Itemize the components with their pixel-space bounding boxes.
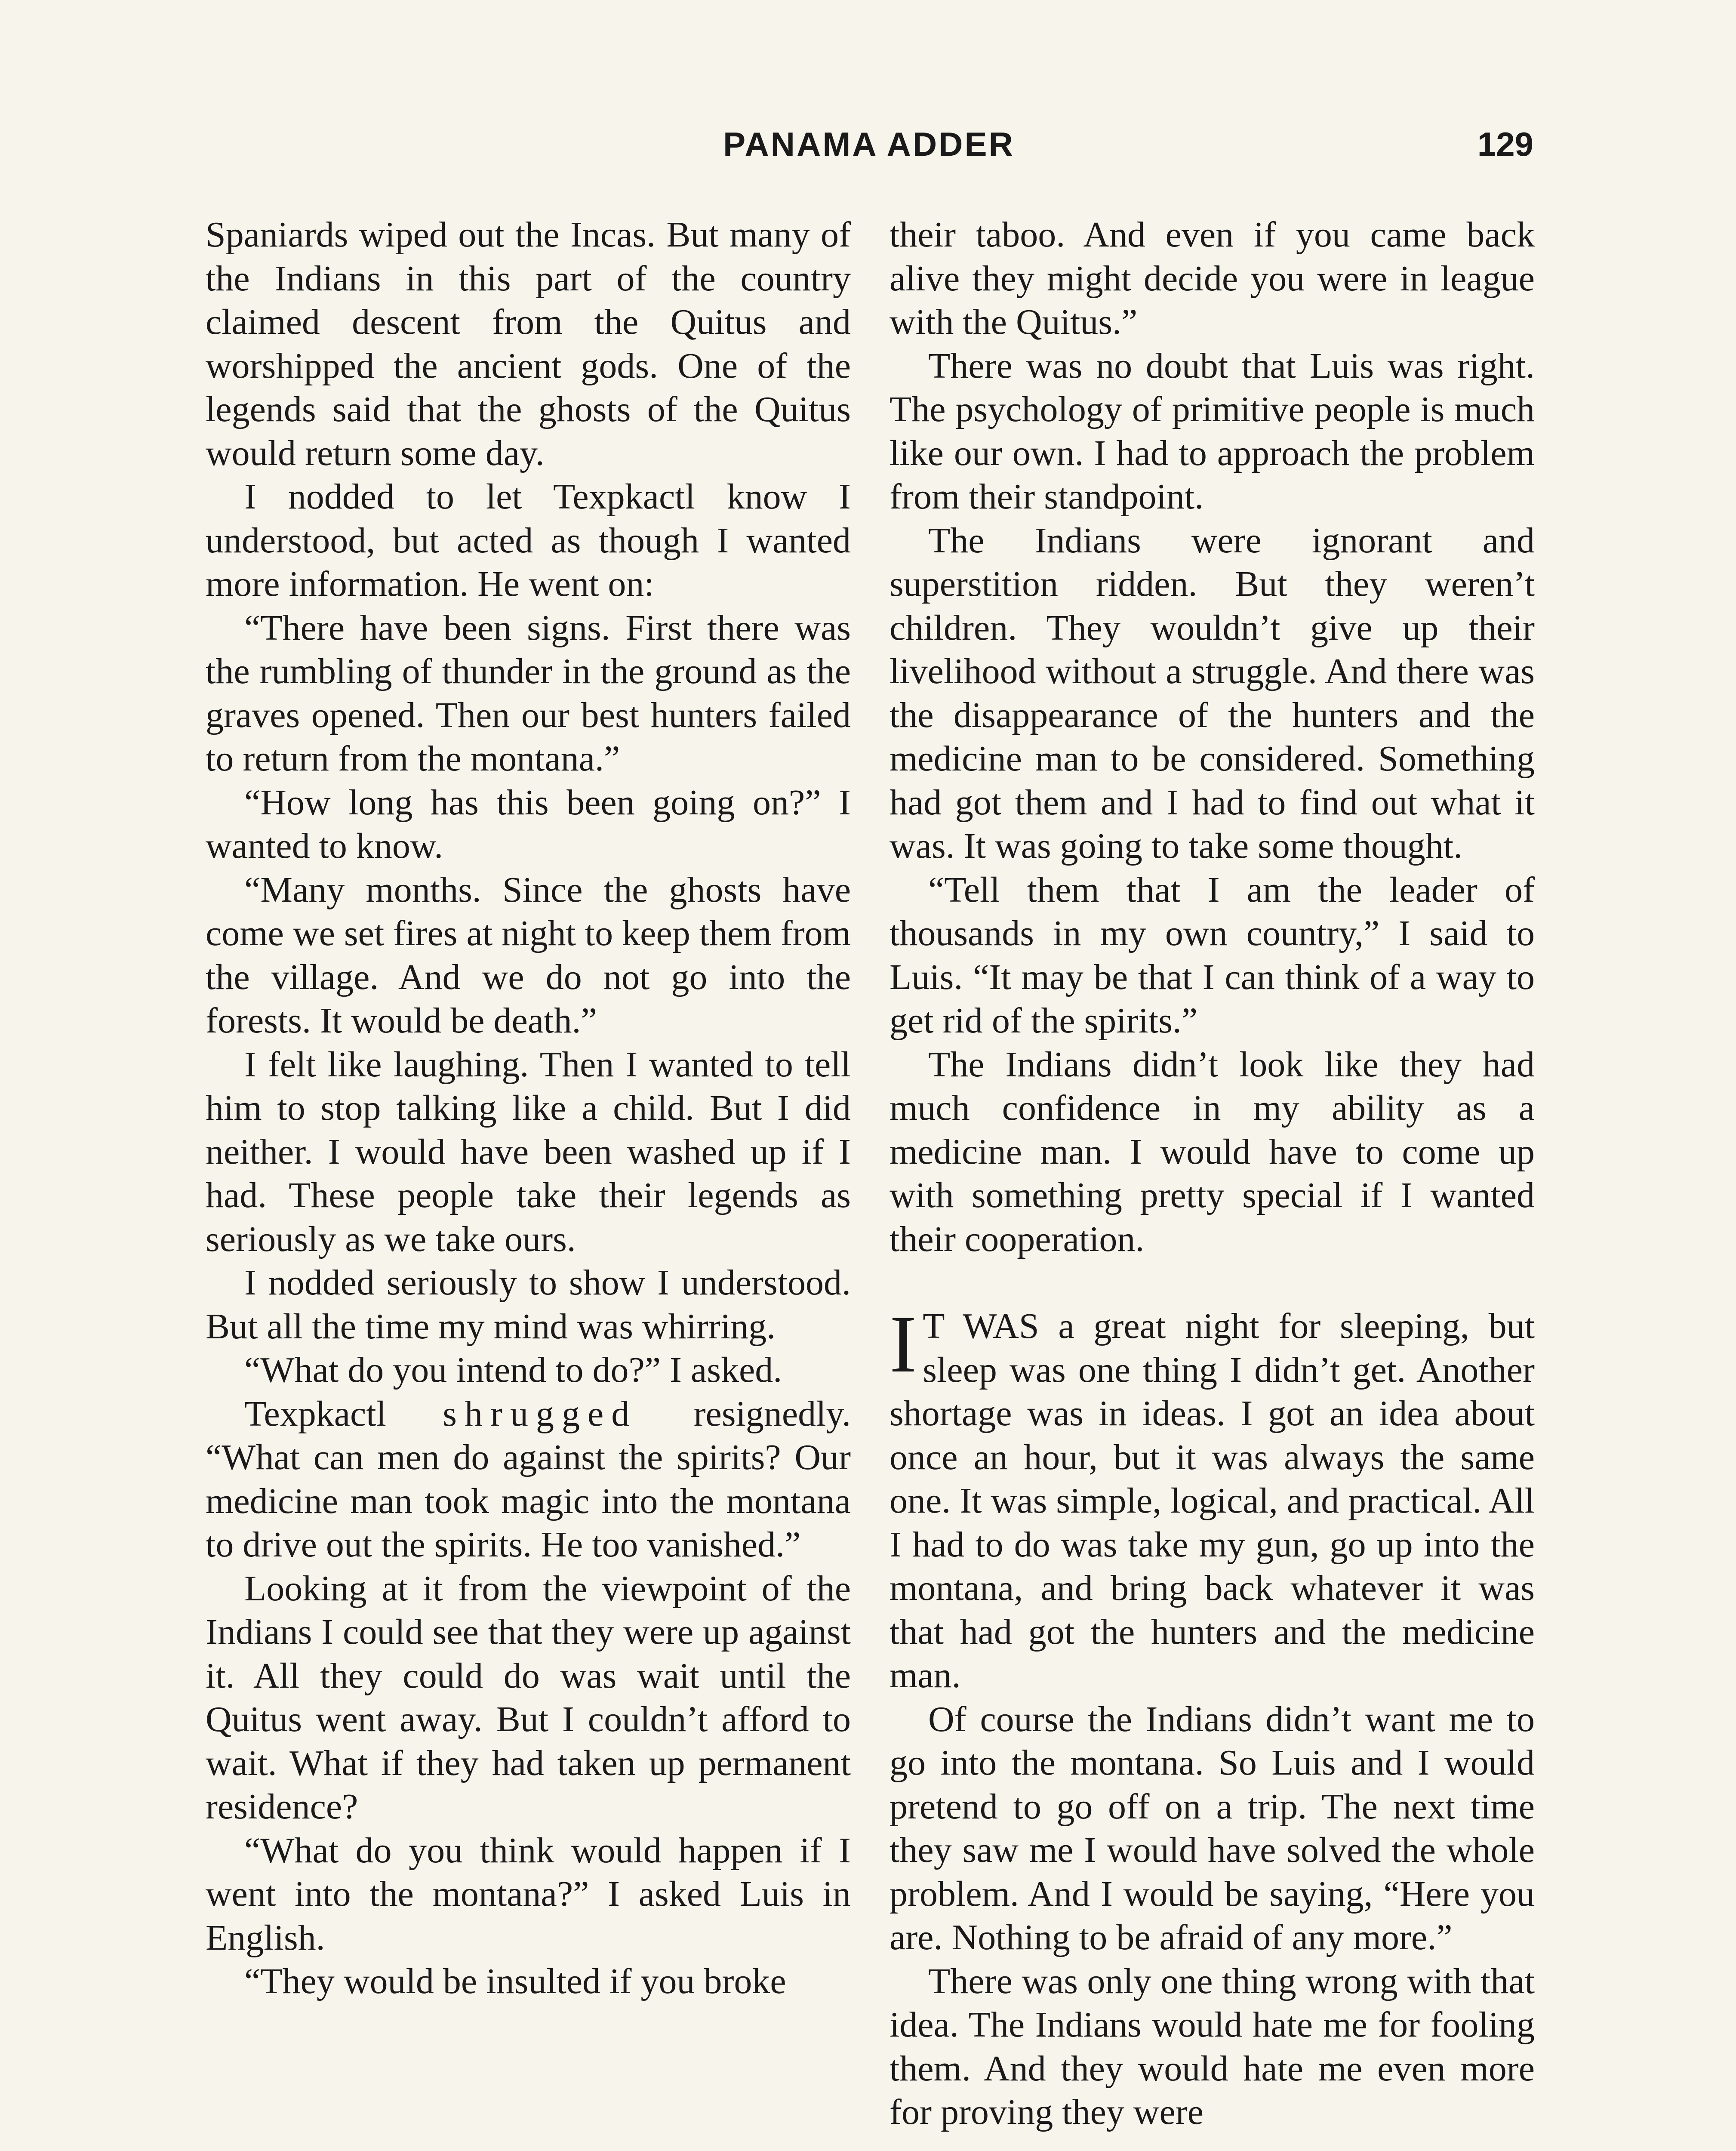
- paragraph-text: T WAS a great night for sleeping, but sleep was one thing I didn’t get. Another shortage was in ideas. I got an idea about once an hour, but it was always the same one. It was simple, logical, and practical. All I had to do was take my gun, go up into the montana, and bring back whatever it was that had got the hunters and the medicine man.: [890, 1306, 1535, 1695]
- paragraph: There was no doubt that Luis was right. The psychology of primitive people is much like our own. I had to approach the problem from their standpoint.: [890, 345, 1535, 517]
- paragraph: The Indians were ignorant and superstition ridden. But they weren’t children. They wouldn’t give up their livelihood without a struggle. And there was the disappearance of the hunters and the medicine man to be considered. Something had got them and I had to find out what it was. It was going to take some thought.: [890, 520, 1535, 866]
- paragraph: “Many months. Since the ghosts have come we set fires at night to keep them from the village. And we do not go into the forests. It would be death.”: [206, 869, 851, 1041]
- paragraph: their taboo. And even if you came back alive they might decide you were in league with the Quitus.”: [890, 215, 1535, 342]
- paragraph: Spaniards wiped out the Incas. But many of the Indians in this part of the country claimed descent from the Quitus and worshipped the ancient gods. One of the legends said that the ghosts of the Quitus would return some day.: [206, 215, 851, 473]
- paragraph: [206, 1392, 851, 1567]
- left-column: [206, 213, 851, 2003]
- paragraph: The Indians didn’t look like they had much confidence in my ability as a medicine man. I would have to come up with something pretty special if I wanted their cooperation.: [890, 1044, 1535, 1259]
- paragraph: I nodded seriously to show I understood. But all the time my mind was whirring.: [206, 1263, 851, 1347]
- paragraph: “What do you intend to do?” I asked.: [244, 1350, 782, 1390]
- paragraph: “They would be insulted if you broke: [244, 1961, 786, 2001]
- paragraph: “How long has this been going on?” I wanted to know.: [206, 782, 851, 866]
- paragraph-start: Texpkactl: [244, 1393, 386, 1434]
- right-column: [890, 213, 1535, 2134]
- paragraph: There was only one thing wrong with that idea. The Indians would hate me for fooling them. And they would hate me even more for proving they were: [890, 1961, 1535, 2132]
- paragraph: “What do you think would happen if I went into the montana?” I asked Luis in English.: [206, 1830, 851, 1958]
- paragraph: “There have been signs. First there was the rumbling of thunder in the ground as the graves opened. Then our best hunters failed to return from the montana.”: [206, 607, 851, 779]
- paragraph: “Tell them that I am the leader of thousands in my own country,” I said to Luis. “It may be that I can think of a way to get rid of the spirits.”: [890, 869, 1535, 1041]
- section-start-paragraph: [890, 1299, 1535, 1698]
- paragraph: I nodded to let Texpkactl know I understood, but acted as though I wanted more information. He went on:: [206, 477, 851, 604]
- paragraph: Looking at it from the viewpoint of the Indians I could see that they were up against it. All they could do was wait until the Quitus went away. But I couldn’t afford to wait. What if they had taken up permanent residence?: [206, 1568, 851, 1827]
- drop-cap: I: [890, 1299, 917, 1390]
- paragraph: I felt like laughing. Then I wanted to tell him to stop talking like a child. But I did neither. I would have been washed up if I had. These people take their legends as seriously as we take ours.: [206, 1044, 851, 1259]
- paragraph: Of course the Indians didn’t want me to go into the montana. So Luis and I would pretend to go off on a trip. The next time they saw me I would have solved the whole problem. And I would be saying, “Here you are. Nothing to be afraid of any more.”: [890, 1699, 1535, 1957]
- page-header: [204, 125, 1533, 181]
- page-number: 129: [1477, 125, 1533, 163]
- paragraph-rest: resignedly. “What can men do against the spirits? Our medicine man took magic into the montana to drive out the spirits. He too vanished.”: [206, 1393, 851, 1565]
- running-title: PANAMA ADDER: [723, 125, 1015, 163]
- spaced-word: shrugged: [443, 1393, 637, 1434]
